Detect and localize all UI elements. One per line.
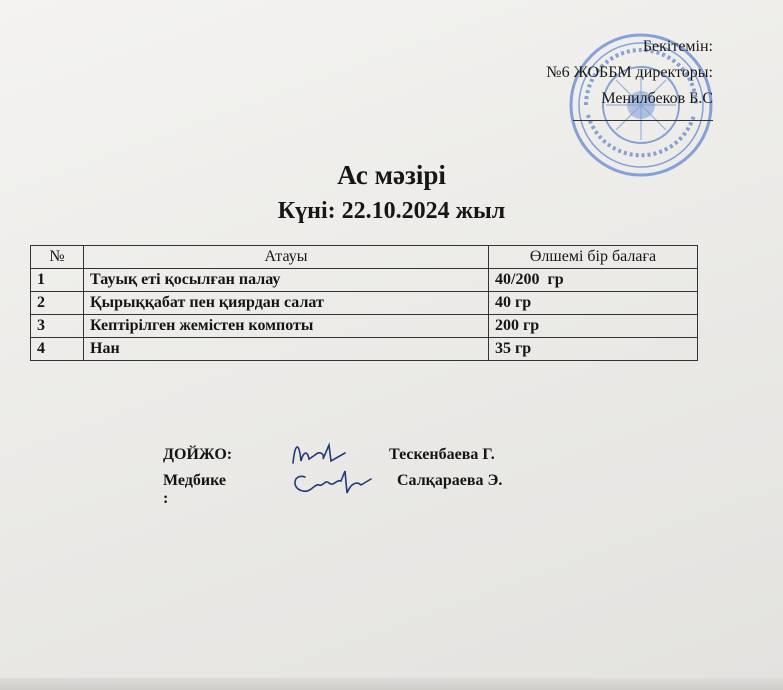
- row-dish: Кептірілген жемістен компоты: [84, 315, 489, 338]
- row-number: 3: [31, 315, 84, 338]
- page-edge: [0, 678, 783, 690]
- row-dish: Тауық еті қосылған палау: [84, 269, 489, 292]
- table-header-row: [31, 246, 698, 269]
- row-number: 1: [31, 269, 84, 292]
- header-number: №: [31, 246, 84, 269]
- approval-director-name: Менилбеков Б.С: [601, 90, 713, 107]
- menu-table: [30, 245, 698, 361]
- table-row: [31, 315, 698, 338]
- row-portion: 200 гр: [489, 315, 698, 338]
- header-portion: Өлшемі бір балаға: [489, 246, 698, 269]
- handwritten-signatures: [285, 433, 380, 503]
- table-row: [31, 269, 698, 292]
- doizho-name: Тескенбаева Г.: [389, 446, 495, 463]
- row-dish: Қырыққабат пен қиярдан салат: [84, 292, 489, 315]
- approval-signature-line: [573, 112, 713, 121]
- table-row: [31, 338, 698, 361]
- approval-heading: Бекітемін:: [642, 38, 713, 55]
- nurse-name: Салқараева Э.: [397, 472, 503, 489]
- document-date: Күні: 22.10.2024 жыл: [277, 198, 506, 224]
- nurse-label: Медбике :: [163, 472, 227, 507]
- row-number: 2: [31, 292, 84, 315]
- approval-position: №6 ЖОББМ директоры:: [546, 64, 713, 81]
- row-dish: Нан: [84, 338, 489, 361]
- table-row: [31, 292, 698, 315]
- row-portion: 40 гр: [489, 292, 698, 315]
- header-name: Атауы: [84, 246, 489, 269]
- row-portion: 40/200 гр: [489, 269, 698, 292]
- row-portion: 35 гр: [489, 338, 698, 361]
- row-number: 4: [31, 338, 84, 361]
- doizho-label: ДОЙЖО:: [163, 446, 233, 463]
- document-title: Ас мәзірі: [337, 160, 446, 190]
- approval-block: [546, 34, 713, 121]
